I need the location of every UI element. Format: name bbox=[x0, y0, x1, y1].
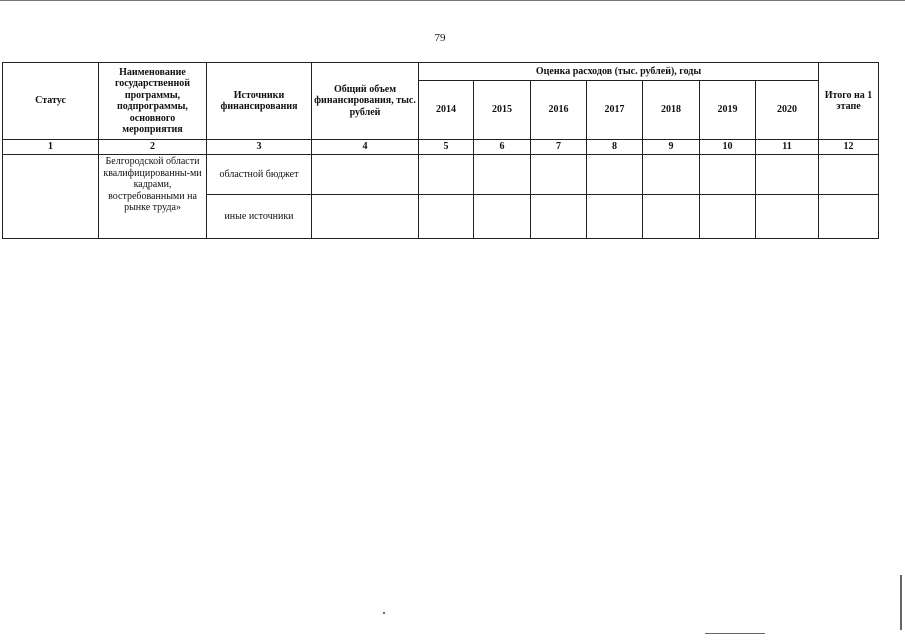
header-sources: Источники финансирования bbox=[207, 63, 312, 140]
year-value-cell bbox=[756, 195, 819, 239]
year-value-cell bbox=[531, 155, 587, 195]
page-number: 79 bbox=[434, 32, 446, 44]
year-value-cell bbox=[531, 195, 587, 239]
status-cell bbox=[3, 155, 99, 239]
header-year: 2020 bbox=[756, 81, 819, 140]
column-number: 12 bbox=[819, 140, 879, 155]
column-number: 6 bbox=[474, 140, 531, 155]
year-value-cell bbox=[587, 155, 643, 195]
source-cell: иные источники bbox=[207, 195, 312, 239]
top-border-line bbox=[0, 0, 905, 1]
source-cell: областной бюджет bbox=[207, 155, 312, 195]
header-stage-total: Итого на 1 этапе bbox=[819, 63, 879, 140]
header-expense-estimate: Оценка расходов (тыс. рублей), годы bbox=[419, 63, 819, 81]
column-number: 3 bbox=[207, 140, 312, 155]
column-number: 5 bbox=[419, 140, 474, 155]
header-year: 2016 bbox=[531, 81, 587, 140]
scan-artifact-bottom bbox=[705, 633, 765, 634]
column-number: 10 bbox=[700, 140, 756, 155]
column-number: 7 bbox=[531, 140, 587, 155]
header-program-name: Наименование государственной программы, подпрограммы, основного мероприятия bbox=[99, 63, 207, 140]
column-number: 8 bbox=[587, 140, 643, 155]
year-value-cell bbox=[474, 155, 531, 195]
year-value-cell bbox=[419, 195, 474, 239]
total-volume-cell bbox=[312, 195, 419, 239]
total-volume-cell bbox=[312, 155, 419, 195]
year-value-cell bbox=[474, 195, 531, 239]
program-name-cell: Белгородской области квалифицированны-ми кадрами, востребованными на рынке труда» bbox=[99, 155, 207, 239]
header-status: Статус bbox=[3, 63, 99, 140]
funding-table bbox=[2, 62, 879, 239]
stage-total-cell bbox=[819, 155, 879, 195]
year-value-cell bbox=[700, 155, 756, 195]
year-value-cell bbox=[419, 155, 474, 195]
header-year: 2019 bbox=[700, 81, 756, 140]
year-value-cell bbox=[643, 195, 700, 239]
year-value-cell bbox=[587, 195, 643, 239]
header-year: 2018 bbox=[643, 81, 700, 140]
year-value-cell bbox=[756, 155, 819, 195]
column-number: 4 bbox=[312, 140, 419, 155]
year-value-cell bbox=[643, 155, 700, 195]
header-year: 2015 bbox=[474, 81, 531, 140]
header-total-volume: Общий объем финансирования, тыс. рублей bbox=[312, 63, 419, 140]
column-number: 1 bbox=[3, 140, 99, 155]
scan-artifact-right bbox=[900, 575, 902, 630]
column-number: 2 bbox=[99, 140, 207, 155]
column-number: 11 bbox=[756, 140, 819, 155]
column-number: 9 bbox=[643, 140, 700, 155]
header-year: 2017 bbox=[587, 81, 643, 140]
year-value-cell bbox=[700, 195, 756, 239]
stage-total-cell bbox=[819, 195, 879, 239]
header-year: 2014 bbox=[419, 81, 474, 140]
scan-artifact-dot bbox=[383, 612, 385, 614]
